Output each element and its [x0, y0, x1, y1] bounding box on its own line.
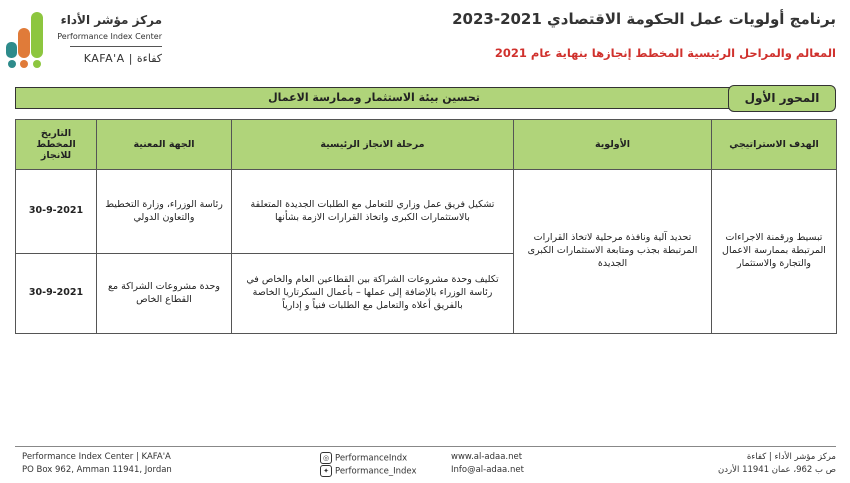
logo-dot	[33, 60, 41, 68]
logo	[6, 10, 168, 72]
logo-dot	[20, 60, 28, 68]
axis-banner	[15, 85, 836, 112]
header-entity: الجهة المعنية	[97, 120, 232, 170]
priority-cell: تحديد آلية ونافذة مرحلية لاتخاذ القرارات المرتبطة بجذب ومتابعة الاستثمارات الكبرى الجديدة	[514, 170, 712, 334]
header-priority: الأولوية	[514, 120, 712, 170]
date-cell: 30-9-2021	[16, 170, 97, 254]
instagram-icon: ◎	[320, 452, 332, 464]
footer-social-twitter[interactable]	[320, 465, 417, 477]
footer-divider	[15, 446, 836, 447]
logo-kafaa: KAFA'A | كفاءة	[83, 52, 162, 65]
logo-bars-icon	[6, 10, 50, 70]
footer-address-line2: PO Box 962, Amman 11941, Jordan	[22, 465, 172, 475]
axis-label: المحور الأول	[728, 85, 836, 112]
footer-email-link[interactable]: Info@al-adaa.net	[451, 465, 524, 475]
footer-social-handle2: Performance_Index	[335, 466, 417, 477]
footer-arabic-line2: ص ب 962، عمان 11941 الأردن	[718, 465, 836, 475]
header-objective: الهدف الاستراتيجي	[712, 120, 837, 170]
priorities-table	[15, 119, 837, 334]
logo-english-name: Performance Index Center	[57, 32, 162, 41]
axis-topic: تحسين بيئة الاستثمار وممارسة الاعمال	[15, 87, 733, 109]
logo-bar-green	[31, 12, 43, 58]
logo-arabic-name: مركز مؤشر الأداء	[60, 13, 162, 27]
date-cell: 30-9-2021	[16, 254, 97, 334]
milestone-cell: تشكيل فريق عمل وزاري للتعامل مع الطلبات الجديدة المتعلقة بالاستثمارات الكبرى واتخاذ القرارات الازمة بشأنها	[232, 170, 514, 254]
page-title: برنامج أولويات عمل الحكومة الاقتصادي 2021-2023	[452, 10, 836, 28]
logo-dot	[8, 60, 16, 68]
footer-website-link[interactable]: www.al-adaa.net	[451, 452, 523, 462]
logo-divider	[70, 46, 162, 47]
page-subtitle: المعالم والمراحل الرئيسية المخطط إنجازها بنهاية عام 2021	[494, 46, 836, 60]
footer-arabic-line1: مركز مؤشر الأداء | كفاءة	[746, 452, 836, 462]
milestone-cell: تكليف وحدة مشروعات الشراكة بين القطاعين العام والخاص في رئاسة الوزراء بالإضافة إلى عملها – بأعمال السكرتاريا الخاصة بالفريق أعلاه والتعامل مع الطلبات فنياً و إدارياً	[232, 254, 514, 334]
header-date: التاريخ المخطط للانجاز	[16, 120, 97, 170]
footer-social-instagram[interactable]	[320, 452, 407, 464]
entity-cell: وحدة مشروعات الشراكة مع القطاع الخاص	[97, 254, 232, 334]
entity-cell: رئاسة الوزراء، وزارة التخطيط والتعاون الدولي	[97, 170, 232, 254]
twitter-icon: ✦	[320, 465, 332, 477]
footer-social-handle1: PerformanceIndx	[335, 453, 408, 464]
table-row	[16, 170, 837, 254]
header-milestone: مرحلة الانجاز الرئيسية	[232, 120, 514, 170]
footer-address-line1: Performance Index Center | KAFA'A	[22, 452, 171, 462]
logo-bar-teal	[6, 42, 17, 58]
objective-cell: تبسيط ورقمنة الاجراءات المرتبطة بممارسة الاعمال والتجارة والاستثمار	[712, 170, 837, 334]
table-header-row	[16, 120, 837, 170]
logo-bar-orange	[18, 28, 30, 58]
